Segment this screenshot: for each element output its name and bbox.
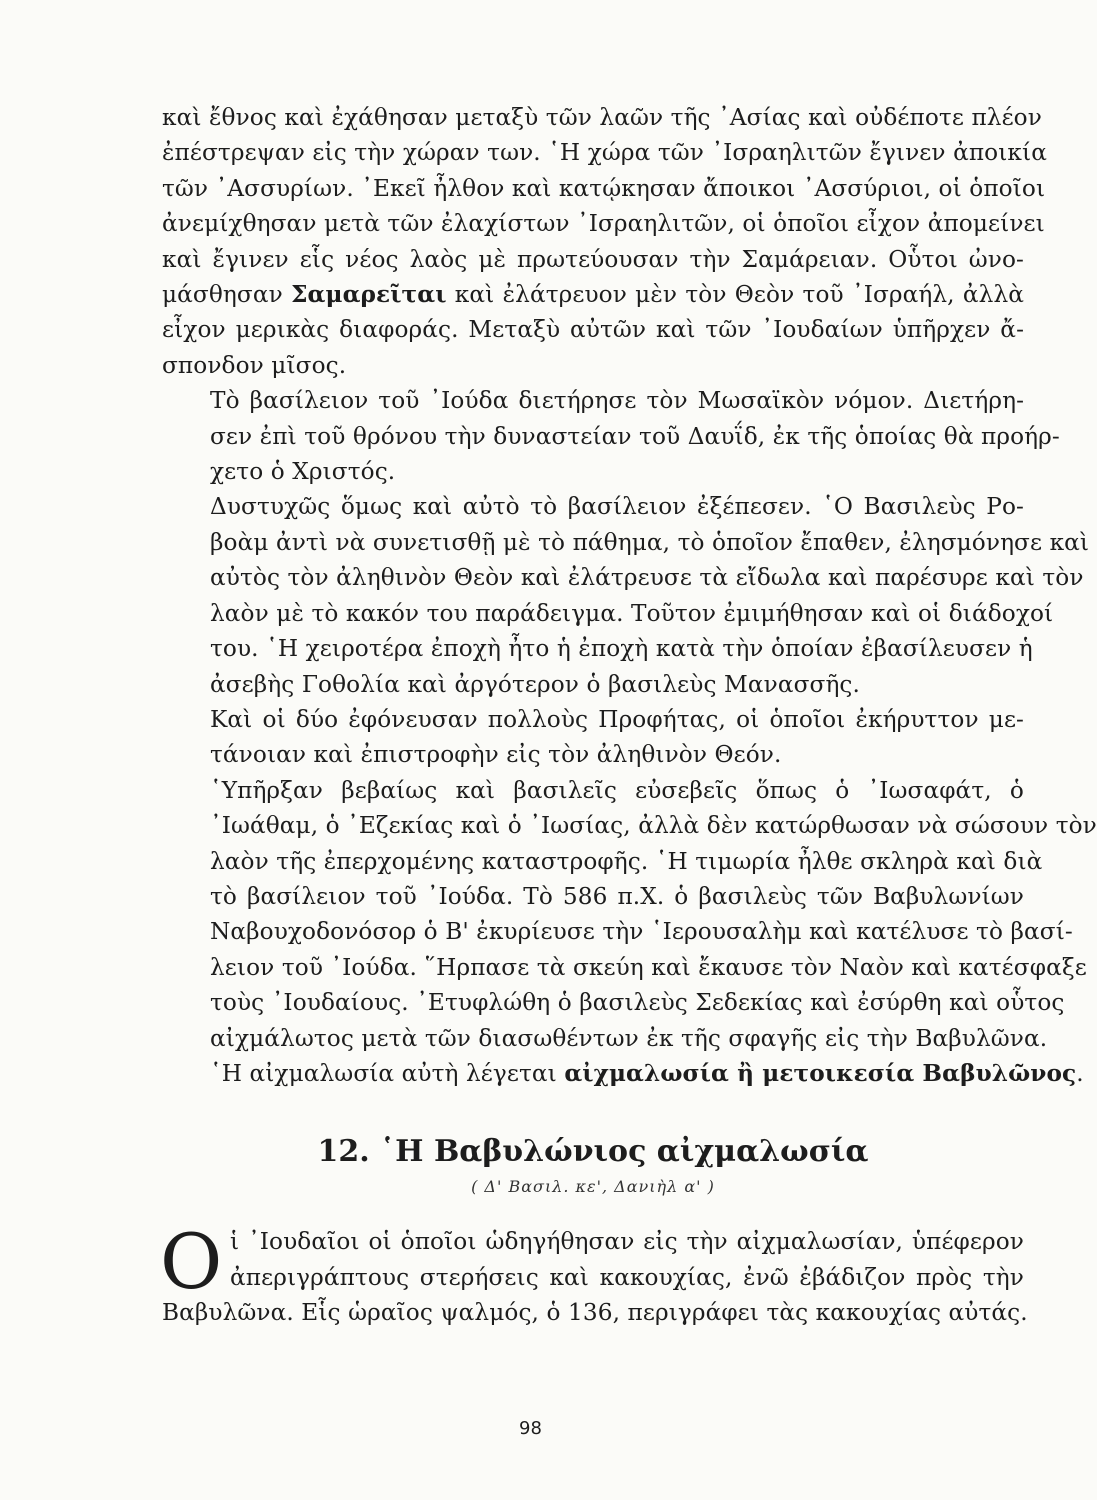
- bold-term-samaritans: Σαμαρεῖται: [291, 281, 447, 309]
- text-line: Ναβουχοδονόσορ ὁ Β' ἐκυρίευσε τὴν ῾Ιερουσαλὴμ καὶ κατέλυσε τὸ βασί-: [210, 918, 1073, 946]
- paragraph-2: [162, 383, 1060, 489]
- text-line: [162, 277, 1024, 312]
- text-line: ἱ ᾿Ιουδαῖοι οἱ ὁποῖοι ὡδηγήθησαν εἰς τὴν αἰχμαλωσίαν, ὑπέφερον: [230, 1228, 1024, 1256]
- text-line: λαὸν τῆς ἐπερχομένης καταστροφῆς. ῾Η τιμωρία ἦλθε σκληρὰ καὶ διὰ: [210, 847, 1043, 875]
- text-line: καὶ ἔγινεν εἷς νέος λαὸς μὲ πρωτεύουσαν τὴν Σαμάρειαν. Οὗτοι ὠνο-: [162, 245, 1024, 273]
- text-line: αἰχμάλωτος μετὰ τῶν διασωθέντων ἐκ τῆς σφαγῆς εἰς τὴν Βαβυλῶνα.: [210, 1024, 1048, 1052]
- page-body: [160, 100, 1097, 1331]
- text-line: εἶχον μερικὰς διαφοράς. Μεταξὺ αὐτῶν καὶ τῶν ᾿Ιουδαίων ὑπῆρχεν ἄ-: [162, 316, 1024, 344]
- text-line: τοὺς ᾿Ιουδαίους. ᾿Ετυφλώθη ὁ βασιλεὺς Σεδεκίας καὶ ἐσύρθη καὶ οὗτος: [210, 989, 1065, 1017]
- text-run: ῾Η αἰχμαλωσία αὐτὴ λέγεται: [210, 1059, 565, 1087]
- text-run: μάσθησαν: [162, 281, 292, 309]
- text-line: του. ῾Η χειροτέρα ἐποχὴ ἦτο ἡ ἐποχὴ κατὰ τὴν ὁποίαν ἐβασίλευσεν ἡ: [210, 635, 1033, 663]
- paragraph-1: [162, 100, 1047, 383]
- text-line: Καὶ οἱ δύο ἐφόνευσαν πολλοὺς Προφήτας, οἱ ὁποῖοι ἐκήρυττον με-: [210, 705, 1024, 733]
- paragraph-4: [162, 702, 1024, 773]
- text-line: σπονδον μῖσος.: [162, 351, 347, 379]
- text-line: ἀσεβὴς Γοθολία καὶ ἀργότερον ὁ βασιλεὺς Μανασσῆς.: [210, 670, 860, 698]
- text-line: Βαβυλῶνα. Εἷς ὡραῖος ψαλμός, ὁ 136, περιγράφει τὰς κακουχίας αὐτάς.: [162, 1299, 1028, 1327]
- section-heading: 12. ῾Η Βαβυλώνιος αἰχμαλωσία: [317, 1134, 869, 1170]
- text-line: λαὸν μὲ τὸ κακόν του παράδειγμα. Τοῦτον ἐμιμήθησαν καὶ οἱ διάδοχοί: [210, 599, 1054, 627]
- paragraph-5: [162, 773, 1097, 1092]
- text-line: χετο ὁ Χριστός.: [210, 458, 396, 486]
- drop-cap: Ο: [160, 1217, 223, 1307]
- text-line: αὐτὸς τὸν ἀληθινὸν Θεὸν καὶ ἐλάτρευσε τὰ εἴδωλα καὶ παρέσυρε καὶ τὸν: [210, 564, 1084, 592]
- text-line: τάνοιαν καὶ ἐπιστροφὴν εἰς τὸν ἀληθινὸν Θεόν.: [210, 741, 782, 769]
- text-run: .: [1076, 1059, 1084, 1087]
- text-line: Τὸ βασίλειον τοῦ ᾿Ιούδα διετήρησε τὸν Μωσαϊκὸν νόμον. Διετήρη-: [210, 387, 1024, 415]
- text-line: Δυστυχῶς ὅμως καὶ αὐτὸ τὸ βασίλειον ἐξέπεσεν. ῾Ο Βασιλεὺς Ρο-: [210, 493, 1024, 521]
- text-line: ἀνεμίχθησαν μετὰ τῶν ἐλαχίστων ᾿Ισραηλιτῶν, οἱ ὁποῖοι εἶχον ἀπομείνει: [162, 210, 1045, 238]
- text-line: τῶν ᾿Ασσυρίων. ᾿Εκεῖ ἦλθον καὶ κατῴκησαν ἄποικοι ᾿Ασσύριοι, οἱ ὁποῖοι: [162, 174, 1046, 202]
- text-line: ἐπέστρεψαν εἰς τὴν χώραν των. ῾Η χώρα τῶν ᾿Ισραηλιτῶν ἔγινεν ἀποικία: [162, 139, 1047, 167]
- text-line: [162, 1056, 1084, 1091]
- text-line: σεν ἐπὶ τοῦ θρόνου τὴν δυναστείαν τοῦ Δαυΐδ, ἐκ τῆς ὁποίας θὰ προήρ-: [210, 422, 1060, 450]
- text-run: καὶ ἐλάτρευον μὲν τὸν Θεὸν τοῦ ᾿Ισραήλ, ἀλλὰ: [446, 281, 1024, 309]
- page-number: 98: [519, 1418, 542, 1439]
- text-line: ᾿Ιωάθαμ, ὁ ᾿Εζεκίας καὶ ὁ ᾿Ιωσίας, ἀλλὰ δὲν κατώρθωσαν νὰ σώσουν τὸν: [210, 812, 1097, 840]
- text-line: ἀπεριγράπτους στερήσεις καὶ κακουχίας, ἐνῶ ἐβάδιζον πρὸς τὴν: [230, 1263, 1024, 1291]
- text-line: τὸ βασίλειον τοῦ ᾿Ιούδα. Τὸ 586 π.Χ. ὁ βασιλεὺς τῶν Βαβυλωνίων: [210, 882, 1024, 910]
- text-line: καὶ ἔθνος καὶ ἐχάθησαν μεταξὺ τῶν λαῶν τῆς ᾿Ασίας καὶ οὐδέποτε πλέον: [162, 104, 1042, 131]
- section-reference: ( Δ' Βασιλ. κε', Δανιὴλ α' ): [471, 1177, 715, 1197]
- paragraph-3: [162, 489, 1090, 701]
- text-line: ῾Υπῆρξαν βεβαίως καὶ βασιλεῖς εὐσεβεῖς ὅπως ὁ ᾿Ιωσαφάτ, ὁ: [210, 776, 1024, 804]
- text-line: βοὰμ ἀντὶ νὰ συνετισθῇ μὲ τὸ πάθημα, τὸ ὁποῖον ἔπαθεν, ἐλησμόνησε καὶ: [210, 528, 1090, 556]
- text-line: λειον τοῦ ᾿Ιούδα. ῞Ηρπασε τὰ σκεύη καὶ ἔκαυσε τὸν Ναὸν καὶ κατέσφαξε: [210, 953, 1087, 981]
- bold-term-captivity: αἰχμαλωσία ἢ μετοικεσία Βαβυλῶνος: [564, 1059, 1077, 1087]
- chapter-opening: [160, 1217, 1028, 1330]
